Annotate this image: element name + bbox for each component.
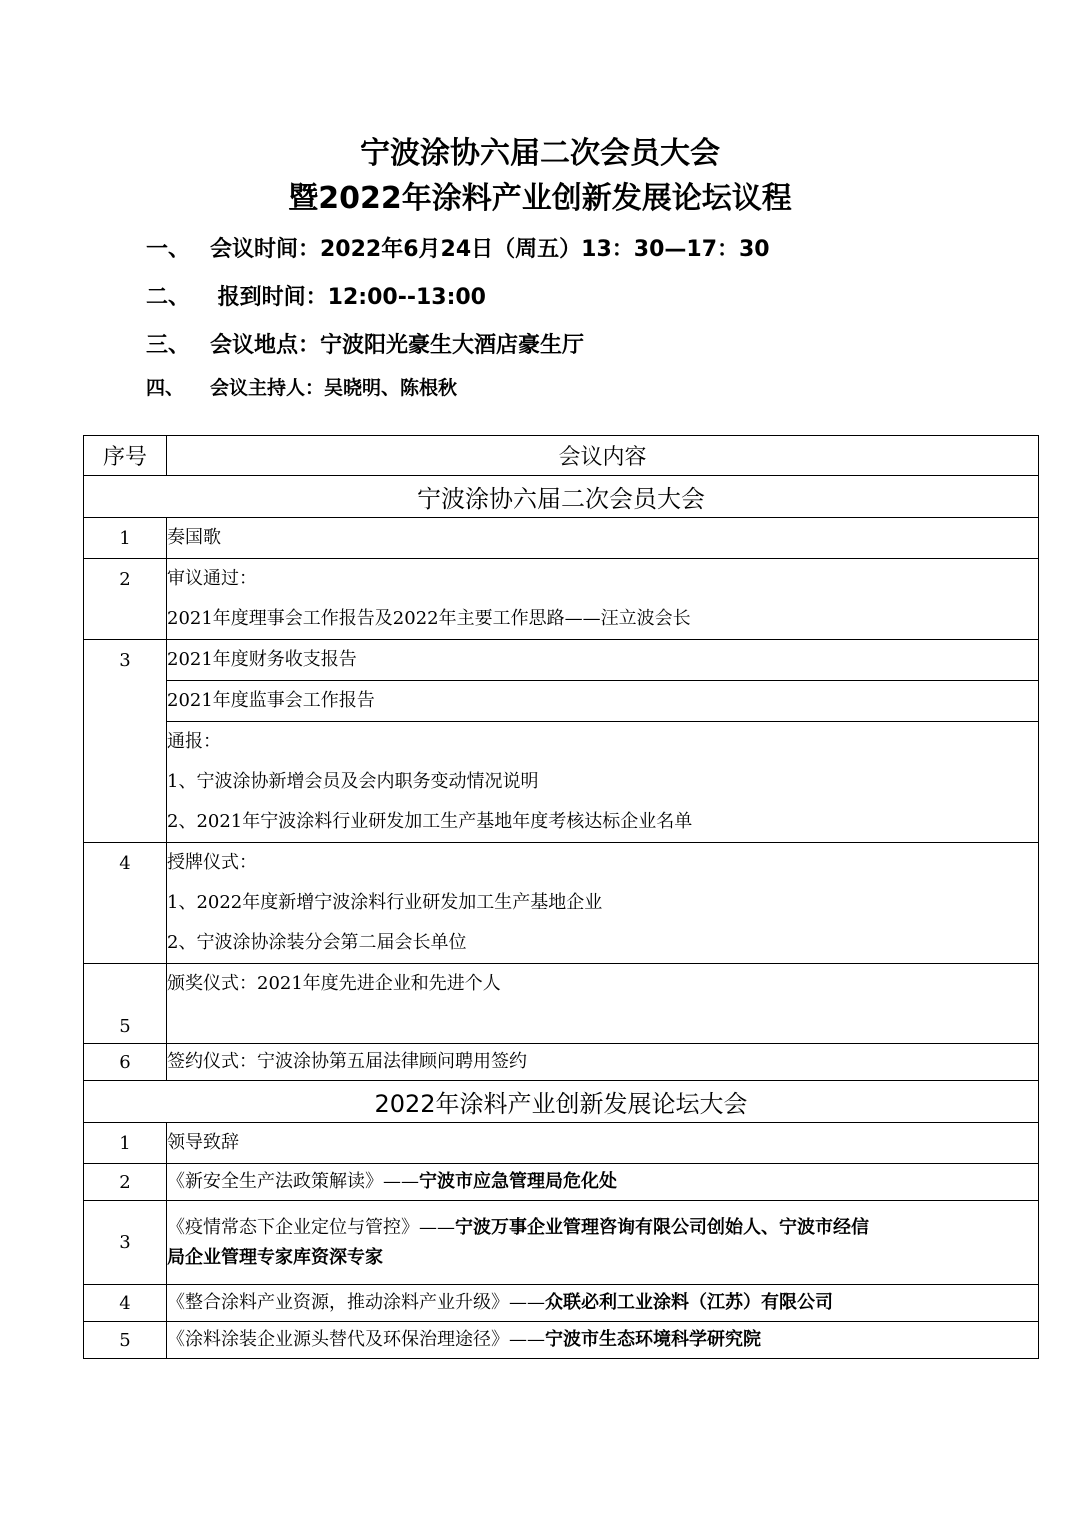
row-seq: 3 (84, 1201, 167, 1285)
row-seq: 5 (84, 964, 167, 1044)
speaker: 宁波万事企业管理咨询有限公司创始人、宁波市经信 (455, 1216, 869, 1238)
row-seq: 3 (84, 640, 167, 843)
row-content (167, 559, 1039, 640)
row-content (167, 1285, 1039, 1322)
table-row (84, 1164, 1039, 1201)
content-line: 1、宁波涂协新增会员及会内职务变动情况说明 (167, 771, 539, 792)
table-row (84, 518, 1039, 559)
topic: 《新安全生产法政策解读》—— (167, 1171, 419, 1192)
content-line: 签约仪式：宁波涂协第五届法律顾问聘用签约 (167, 1051, 527, 1072)
content-line: 通报： (167, 731, 221, 752)
speaker: 宁波市生态环境科学研究院 (545, 1329, 761, 1350)
info-registration-time (146, 280, 486, 311)
table-row (84, 1044, 1039, 1081)
row-seq: 6 (84, 1044, 167, 1081)
row-seq: 2 (84, 559, 167, 640)
table-row (84, 1322, 1039, 1359)
info-meeting-host (146, 373, 457, 400)
page-title-line1: 宁波涂协六届二次会员大会 (360, 136, 720, 171)
table-row (84, 681, 1039, 722)
row-content (167, 1322, 1039, 1359)
header-content: 会议内容 (167, 436, 1039, 476)
info-text: 会议时间：2022年6月24日（周五）13：30—17：30 (210, 237, 770, 262)
info-text: 报到时间：12:00--13:00 (210, 285, 486, 310)
content-line: 审议通过： (167, 568, 257, 589)
topic: 《整合涂料产业资源，推动涂料产业升级》—— (167, 1292, 545, 1313)
content-line: 1、2022年度新增宁波涂料行业研发加工生产基地企业 (167, 892, 603, 913)
table-row (84, 1285, 1039, 1322)
agenda-table (83, 435, 1039, 1359)
info-meeting-time (146, 232, 770, 263)
content-line: 奏国歌 (167, 527, 221, 548)
row-content (167, 1123, 1039, 1164)
info-text: 会议主持人：吴晓明、陈根秋 (210, 377, 458, 399)
row-content (167, 681, 1039, 722)
row-seq: 4 (84, 1285, 167, 1322)
topic: 《疫情常态下企业定位与管控》—— (167, 1216, 455, 1238)
content-line: 2021年度理事会工作报告及2022年主要工作思路——汪立波会长 (167, 608, 691, 629)
section-title-row (84, 1081, 1039, 1123)
info-meeting-location (146, 328, 584, 359)
row-content (167, 1044, 1039, 1081)
info-number: 三、 (146, 333, 191, 358)
row-content (167, 964, 1039, 1044)
content-line (167, 1123, 1038, 1163)
speaker: 众联必利工业涂料（江苏）有限公司 (545, 1292, 833, 1313)
table-header-row (84, 436, 1039, 476)
page-title-line2: 暨2022年涂料产业创新发展论坛议程 (288, 181, 792, 216)
header-seq: 序号 (84, 436, 167, 476)
topic: 《涂料涂装企业源头替代及环保治理途径》—— (167, 1329, 545, 1350)
info-text: 会议地点：宁波阳光豪生大酒店豪生厅 (210, 333, 585, 358)
row-content (167, 1201, 1039, 1285)
info-number: 四、 (146, 377, 185, 399)
row-content (167, 1164, 1039, 1201)
table-row (84, 1123, 1039, 1164)
section-title: 2022年涂料产业创新发展论坛大会 (84, 1081, 1039, 1123)
content-line: 2、宁波涂协涂装分会第二届会长单位 (167, 932, 467, 953)
table-row (84, 1201, 1039, 1285)
content-line: 授牌仪式： (167, 852, 257, 873)
content-line (167, 1164, 1038, 1200)
row-seq: 5 (84, 1322, 167, 1359)
row-content (167, 518, 1039, 559)
content-line (167, 1322, 1038, 1358)
row-seq: 1 (84, 1123, 167, 1164)
row-seq: 4 (84, 843, 167, 964)
content-line: 2、2021年宁波涂料行业研发加工生产基地年度考核达标企业名单 (167, 811, 693, 832)
table-row (84, 640, 1039, 681)
table-row (84, 843, 1039, 964)
content-line (167, 1285, 1038, 1321)
content-line: 2021年度监事会工作报告 (167, 690, 375, 711)
table-row (84, 722, 1039, 843)
row-seq: 2 (84, 1164, 167, 1201)
row-seq: 1 (84, 518, 167, 559)
section-title-row (84, 476, 1039, 518)
content-line (167, 1213, 1038, 1243)
table-row (84, 964, 1039, 1044)
content-line: 2021年度财务收支报告 (167, 649, 357, 670)
content-line: 颁奖仪式：2021年度先进企业和先进个人 (167, 973, 501, 994)
speaker-continued: 局企业管理专家库资深专家 (167, 1246, 383, 1268)
row-content (167, 640, 1039, 681)
table-row (84, 559, 1039, 640)
info-number: 一、 (146, 237, 191, 262)
topic: 领导致辞 (167, 1132, 239, 1153)
speaker: 宁波市应急管理局危化处 (419, 1171, 617, 1192)
content-line (167, 1243, 1038, 1273)
section-title: 宁波涂协六届二次会员大会 (84, 476, 1039, 518)
row-content (167, 843, 1039, 964)
row-content (167, 722, 1039, 843)
info-number: 二、 (146, 285, 191, 310)
